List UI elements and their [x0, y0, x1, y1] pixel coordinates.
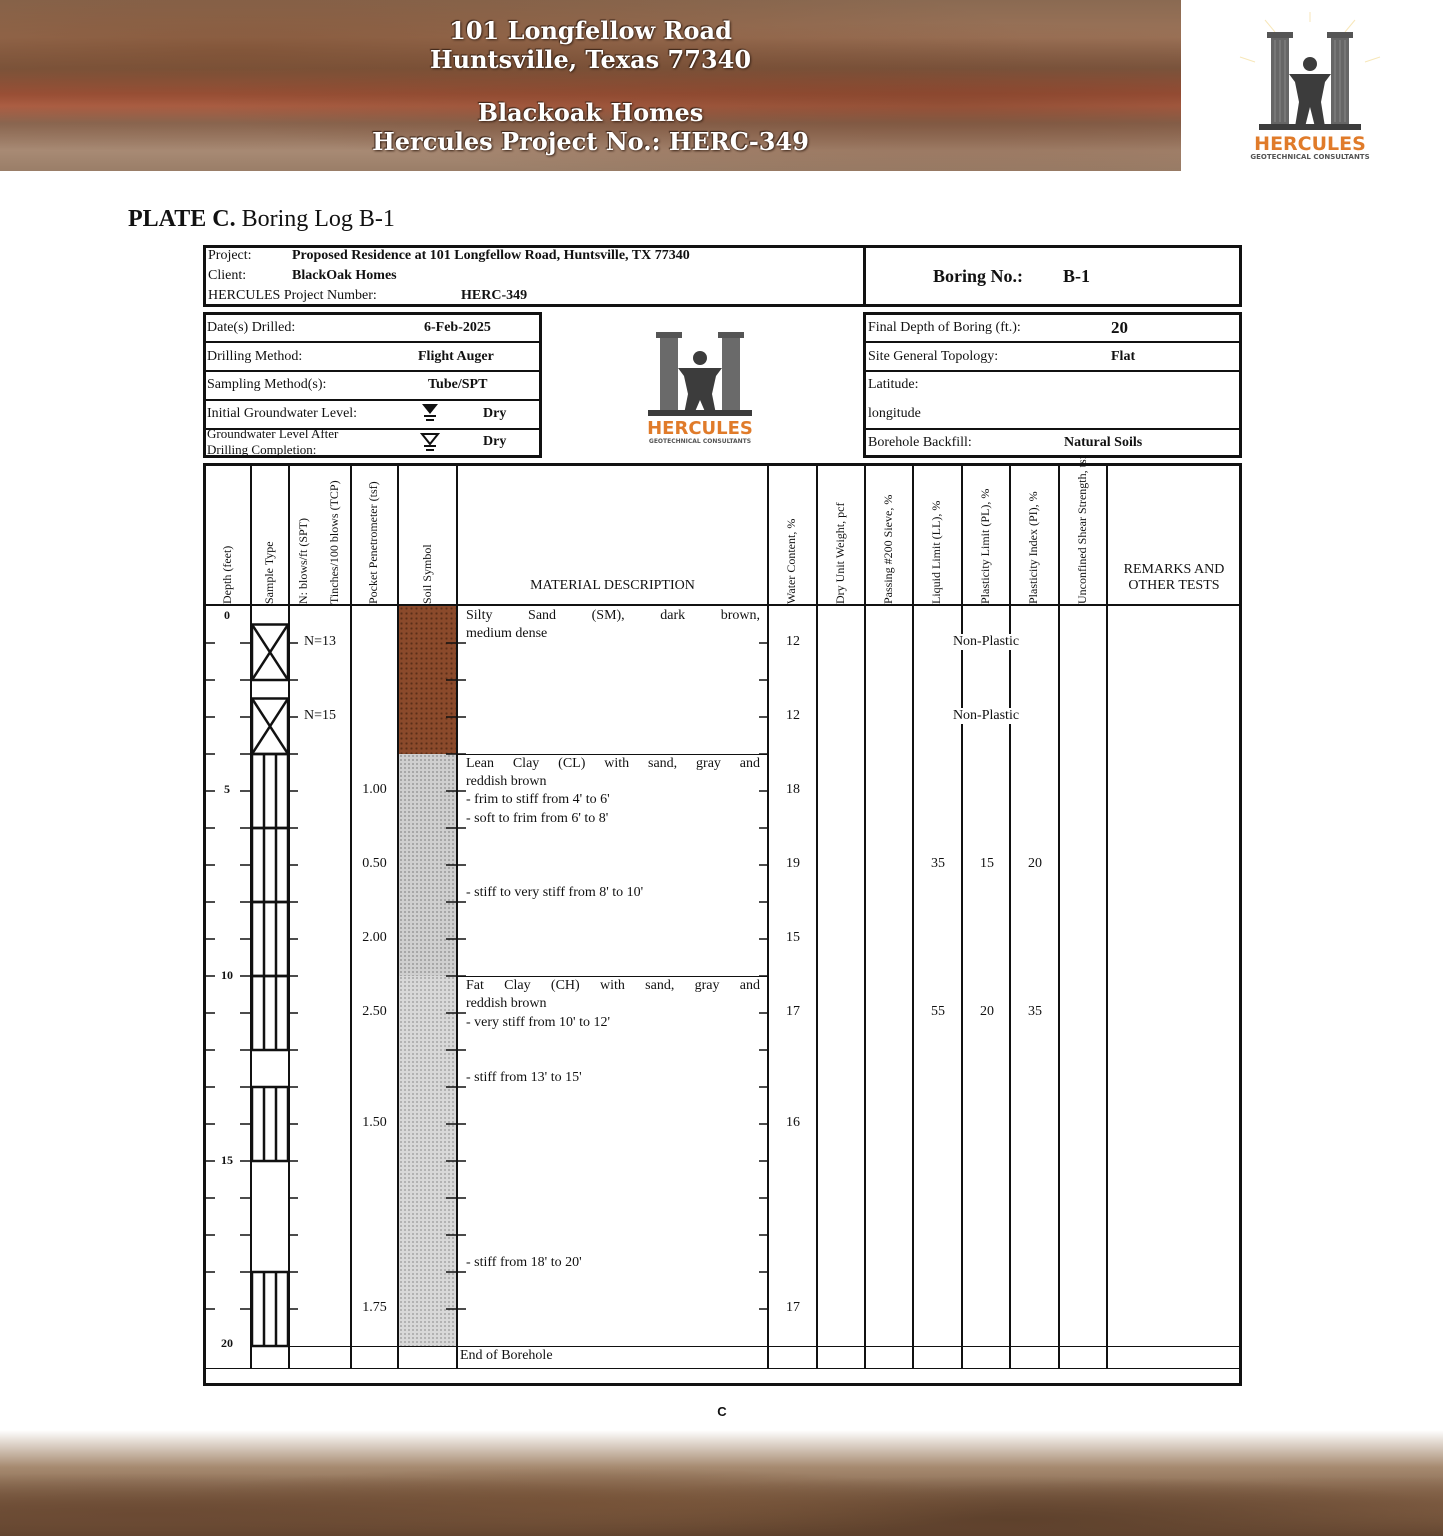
final-depth-label: Final Depth of Boring (ft.): — [868, 320, 1021, 335]
pocket-pen-value: 2.50 — [362, 1004, 387, 1019]
drilling-method-label: Drilling Method: — [207, 349, 303, 364]
col-spt-header: N: blows/ft (SPT) — [296, 517, 310, 604]
logo-name: HERCULES — [1254, 133, 1366, 155]
col-ucs-header: Unconfined Shear Strength, tsf — [1075, 455, 1089, 604]
non-plastic-note: Non-Plastic — [914, 634, 1058, 650]
water-content-value: 17 — [786, 1004, 800, 1019]
water-content-value: 15 — [786, 930, 800, 945]
groundwater-after-value: Dry — [483, 434, 507, 449]
col-soil-symbol-header: Soil Symbol — [420, 544, 434, 604]
topology-value: Flat — [1111, 349, 1136, 364]
sample-box — [252, 976, 288, 1050]
liquid-limit-value: 35 — [931, 856, 945, 871]
banner-client: Blackoak Homes — [477, 98, 704, 127]
logo-center-name: HERCULES — [647, 418, 753, 439]
stratum-3-line1: Fat Clay (CH) with sand, gray and — [466, 978, 760, 993]
stratum-2-bullet2: - soft to frim from 6' to 8' — [466, 811, 609, 826]
water-content-value: 18 — [786, 782, 800, 797]
stratum-3-bullet2: - stiff from 13' to 15' — [466, 1070, 582, 1085]
sample-box — [252, 828, 288, 902]
banner-address-line1: 101 Longfellow Road — [449, 16, 732, 45]
project-label: Project: — [208, 248, 252, 263]
logo-tagline: GEOTECHNICAL CONSULTANTS — [1250, 153, 1370, 161]
col-remarks-header2: OTHER TESTS — [1128, 578, 1220, 593]
col-pocket-pen-header: Pocket Penetrometer (tsf) — [366, 481, 380, 604]
final-depth-value: 20 — [1111, 318, 1128, 337]
col-depth-header: Depth (feet) — [220, 545, 234, 604]
plate-title-text: Boring Log B-1 — [241, 206, 395, 232]
pocket-pen-value: 1.00 — [362, 782, 387, 797]
sample-box — [252, 754, 288, 828]
np-connector — [1009, 654, 1011, 698]
sampling-method-value: Tube/SPT — [428, 377, 488, 392]
plastic-limit-value: 20 — [980, 1004, 994, 1019]
col-remarks-header1: REMARKS AND — [1123, 562, 1225, 577]
depth-label: 0 — [224, 608, 230, 622]
stratum-2-line1: Lean Clay (CL) with sand, gray and — [466, 756, 760, 771]
footer-soil-image — [0, 1430, 1443, 1536]
boring-number-value: B-1 — [1063, 266, 1090, 286]
project-value: Proposed Residence at 101 Longfellow Road, Huntsville, TX 77340 — [292, 248, 690, 263]
col-passing-header: Passing #200 Sieve, % — [881, 494, 895, 604]
banner-project-number: Hercules Project No.: HERC-349 — [372, 127, 809, 156]
sample-box — [252, 1087, 288, 1161]
pocket-pen-value: 1.50 — [362, 1115, 387, 1130]
water-content-value: 12 — [786, 634, 800, 649]
page-label: C — [717, 1404, 727, 1419]
pocket-pen-value: 0.50 — [362, 856, 387, 871]
date-drilled-label: Date(s) Drilled: — [207, 320, 296, 335]
client-value: BlackOak Homes — [292, 268, 397, 283]
date-drilled-value: 6-Feb-2025 — [424, 320, 491, 335]
depth-label: 5 — [224, 782, 230, 796]
col-ll-header: Liquid Limit (LL), % — [929, 500, 943, 604]
stratum-3-line2: reddish brown — [466, 996, 547, 1011]
spt-value: N=13 — [303, 634, 336, 649]
pocket-pen-value: 2.00 — [362, 930, 387, 945]
latitude-label: Latitude: — [868, 377, 919, 392]
liquid-limit-value: 55 — [931, 1004, 945, 1019]
depth-label: 20 — [221, 1336, 233, 1350]
spt-value: N=15 — [303, 708, 336, 723]
stratum-3-bullet3: - stiff from 18' to 20' — [466, 1255, 582, 1270]
plasticity-index-value: 35 — [1028, 1004, 1042, 1019]
depth-label: 10 — [221, 968, 233, 982]
initial-groundwater-label: Initial Groundwater Level: — [207, 406, 358, 421]
groundwater-after-label2: Drilling Completion: — [207, 442, 317, 457]
col-tcp-header: Tinches/100 blows (TCP) — [327, 480, 341, 604]
col-pi-header: Plasticity Index (PI), % — [1026, 491, 1040, 604]
plastic-limit-value: 15 — [980, 856, 994, 871]
plate-label: PLATE C. — [128, 206, 236, 232]
initial-groundwater-value: Dry — [483, 406, 507, 421]
water-content-value: 19 — [786, 856, 800, 871]
sampling-method-label: Sampling Method(s): — [207, 377, 327, 392]
sample-box — [252, 902, 288, 976]
client-label: Client: — [208, 268, 247, 283]
water-content-value: 12 — [786, 708, 800, 723]
col-dry-unit-header: Dry Unit Weight, pcf — [833, 502, 847, 604]
plasticity-index-value: 20 — [1028, 856, 1042, 871]
project-number-value: HERC-349 — [461, 288, 528, 303]
pocket-pen-value: 1.75 — [362, 1300, 387, 1315]
stratum-1-line2: medium dense — [466, 626, 548, 641]
depth-label: 15 — [221, 1153, 233, 1167]
longitude-label: longitude — [868, 406, 921, 421]
stratum-2-bullet1: - frim to stiff from 4' to 6' — [466, 792, 610, 807]
sample-box — [252, 1272, 288, 1346]
groundwater-after-label: Groundwater Level After — [207, 426, 339, 441]
water-content-value: 17 — [786, 1300, 800, 1315]
end-of-borehole: End of Borehole — [460, 1348, 553, 1363]
col-sample-type-header: Sample Type — [262, 541, 276, 604]
topology-label: Site General Topology: — [868, 349, 999, 364]
backfill-value: Natural Soils — [1064, 435, 1143, 450]
stratum-2-bullet3: - stiff to very stiff from 8' to 10' — [466, 885, 644, 900]
col-material-header: MATERIAL DESCRIPTION — [530, 578, 695, 593]
backfill-label: Borehole Backfill: — [868, 435, 972, 450]
non-plastic-note: Non-Plastic — [914, 708, 1058, 724]
col-pl-header: Plasticity Limit (PL), % — [978, 488, 992, 604]
boring-number-label: Boring No.: — [933, 266, 1023, 286]
stratum-3-bullet1: - very stiff from 10' to 12' — [466, 1015, 610, 1030]
project-number-label: HERCULES Project Number: — [208, 288, 377, 303]
logo-center-tagline: GEOTECHNICAL CONSULTANTS — [648, 438, 752, 445]
banner-address-line2: Huntsville, Texas 77340 — [429, 45, 752, 74]
np-connector — [961, 654, 963, 698]
water-content-value: 16 — [786, 1115, 800, 1130]
stratum-1-line1: Silty Sand (SM), dark brown, — [466, 608, 760, 623]
drilling-method-value: Flight Auger — [418, 349, 494, 364]
stratum-2-line2: reddish brown — [466, 774, 547, 789]
col-water-content-header: Water Content, % — [784, 518, 798, 604]
